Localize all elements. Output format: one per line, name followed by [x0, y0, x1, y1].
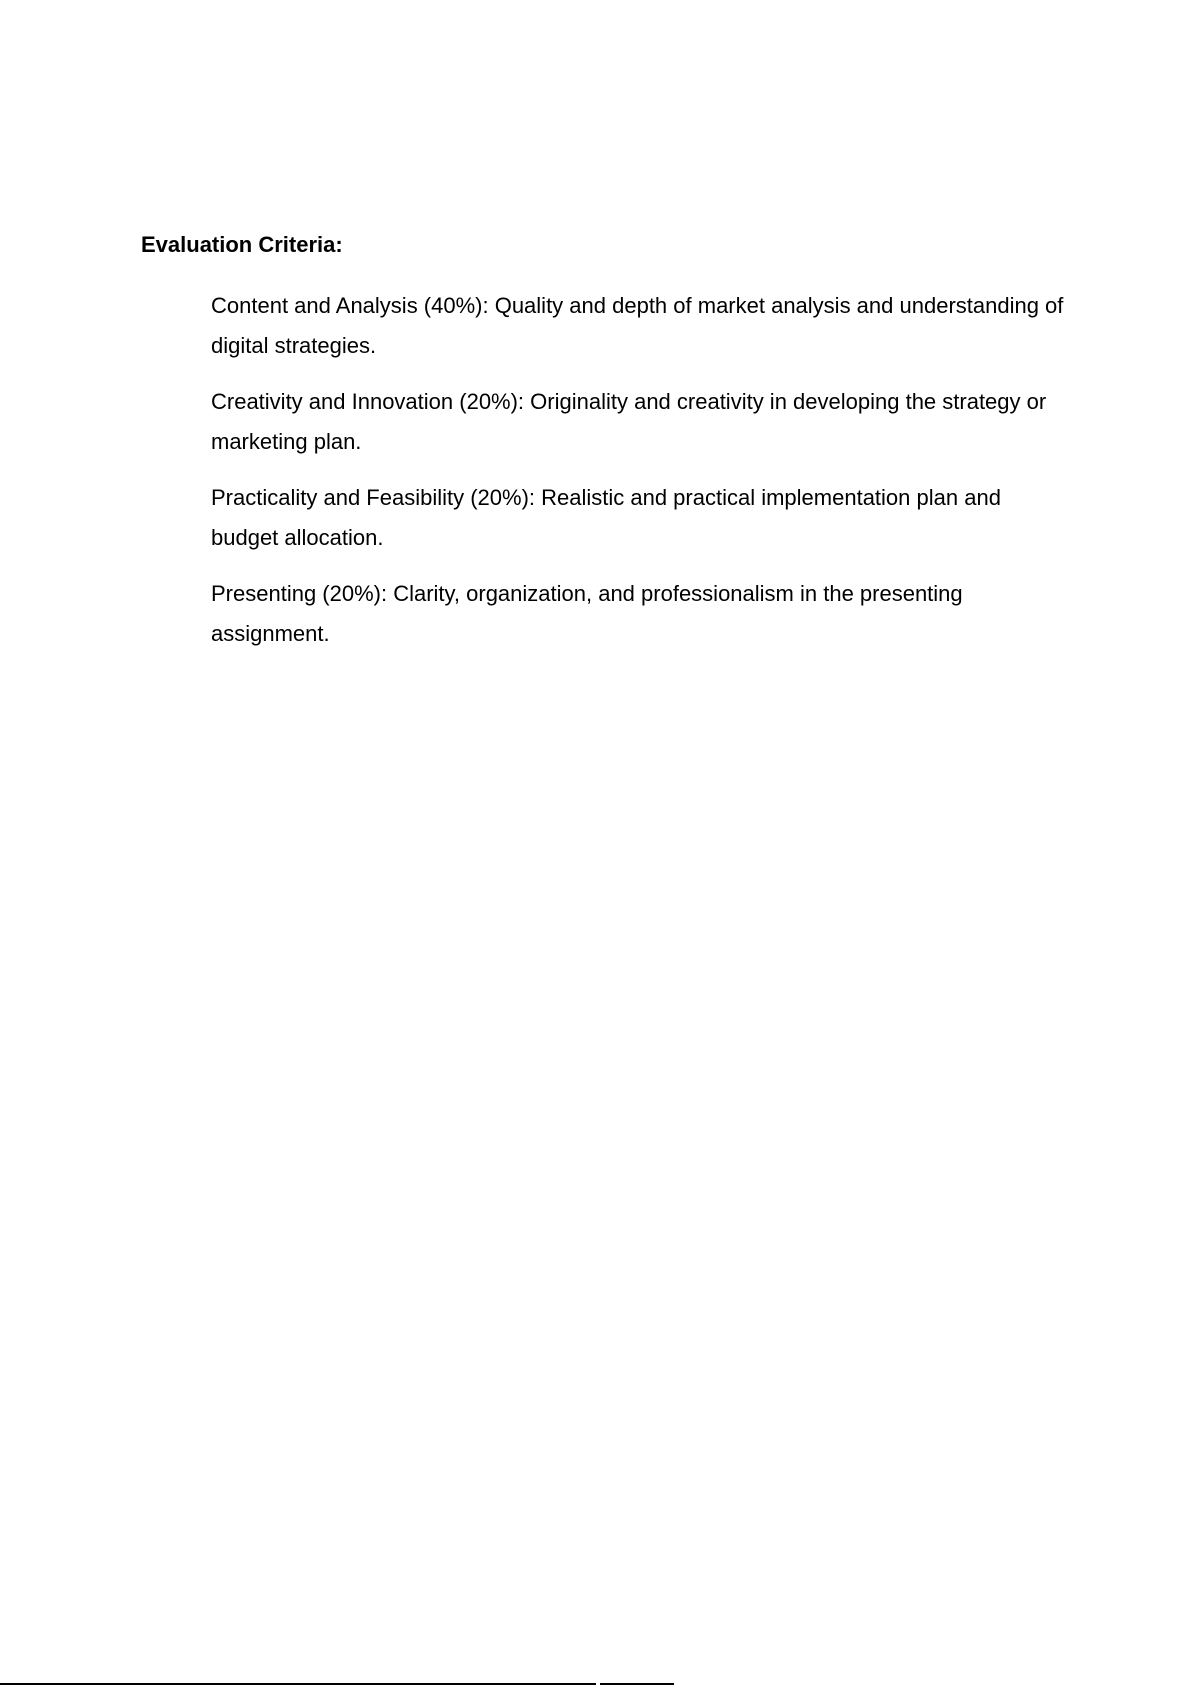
evaluation-criteria-heading: Evaluation Criteria:	[141, 232, 343, 257]
criteria-item-practicality-feasibility: Practicality and Feasibility (20%): Realistic and practical implementation plan and budget allocation.	[211, 485, 1001, 550]
criteria-list	[211, 286, 1071, 670]
criteria-item-content-analysis: Content and Analysis (40%): Quality and depth of market analysis and understanding of digital strategies.	[211, 293, 1064, 358]
criteria-item-creativity-innovation: Creativity and Innovation (20%): Originality and creativity in developing the strategy or marketing plan.	[211, 389, 1047, 454]
criteria-item-presenting: Presenting (20%): Clarity, organization, and professionalism in the presenting assignment.	[211, 581, 963, 646]
